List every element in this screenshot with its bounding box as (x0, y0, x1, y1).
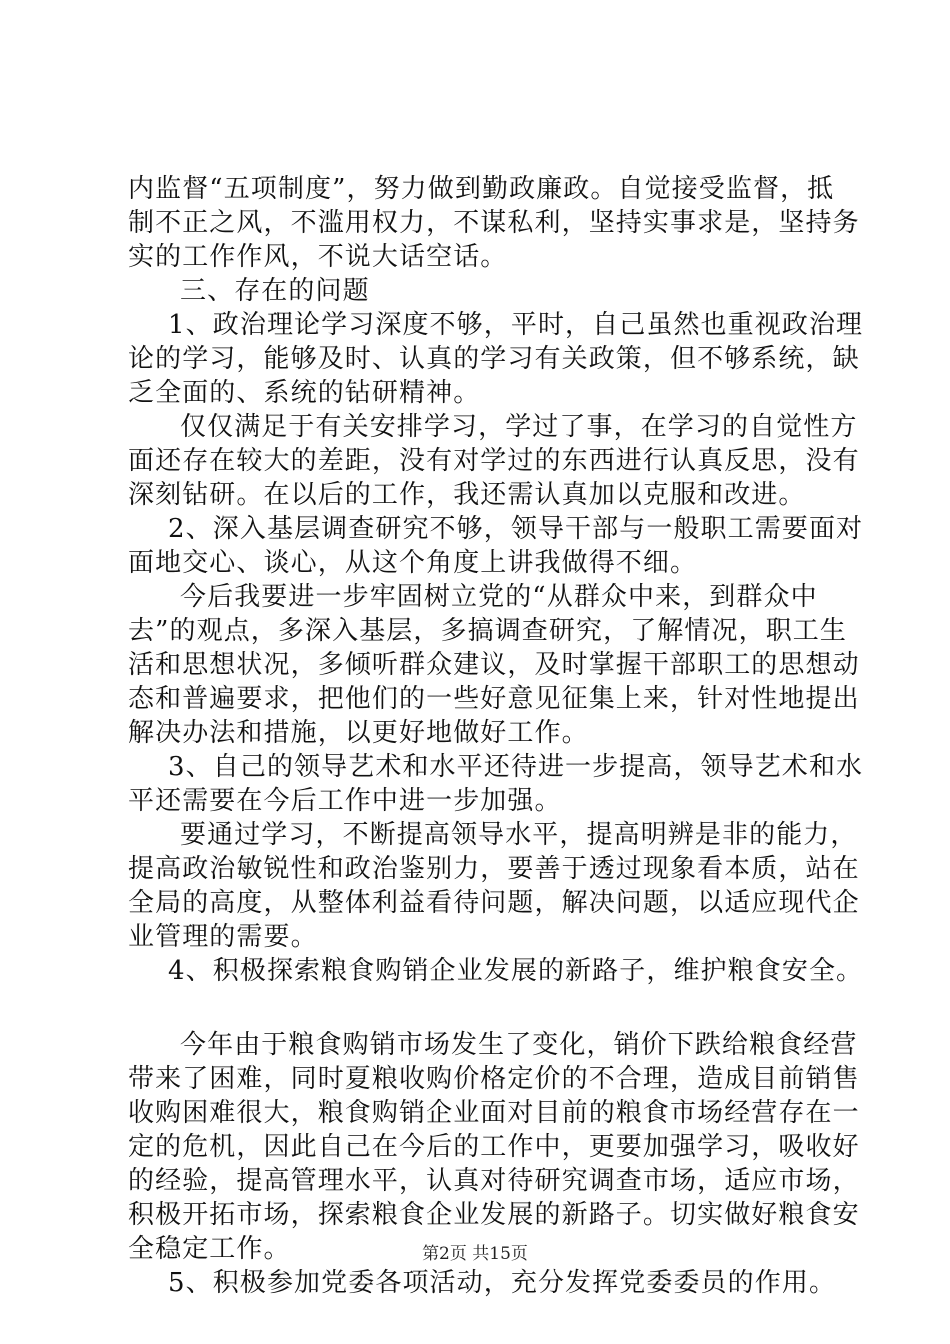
text-line: 全局的高度，从整体利益看待问题，解决问题，以适应现代企 (128, 888, 860, 918)
text-line: 4、积极探索粮食购销企业发展的新路子，维护粮食安全。 (168, 956, 864, 986)
text-line: 活和思想状况，多倾听群众建议，及时掌握干部职工的思想动 (128, 650, 860, 680)
text-line: 5、积极参加党委各项活动，充分发挥党委委员的作用。 (168, 1268, 837, 1298)
text-line: 今年由于粮食购销市场发生了变化，销价下跌给粮食经营 (180, 1030, 858, 1060)
text-line: 的经验，提高管理水平，认真对待研究调查市场，适应市场， (128, 1166, 860, 1196)
text-line: 积极开拓市场，探索粮食企业发展的新路子。切实做好粮食安 (128, 1200, 860, 1230)
text-line: 论的学习，能够及时、认真的学习有关政策，但不够系统，缺 (128, 344, 860, 374)
paragraph-gap (128, 988, 828, 1028)
text-line: 面地交心、谈心，从这个角度上讲我做得不细。 (128, 548, 698, 578)
section-heading: 三、存在的问题 (180, 276, 370, 306)
text-line: 要通过学习，不断提高领导水平，提高明辨是非的能力， (180, 820, 858, 850)
text-line: 定的危机，因此自己在今后的工作中，更要加强学习，吸收好 (128, 1132, 860, 1162)
page-number: 第2页 共15页 (422, 1244, 528, 1264)
text-line: 提高政治敏锐性和政治鉴别力，要善于透过现象看本质，站在 (128, 854, 860, 884)
text-line: 全稳定工作。 (128, 1234, 291, 1264)
text-line: 乏全面的、系统的钻研精神。 (128, 378, 481, 408)
text-line: 今后我要进一步牢固树立党的“从群众中来，到群众中 (180, 582, 818, 612)
text-line: 态和普遍要求，把他们的一些好意见征集上来，针对性地提出 (128, 684, 860, 714)
text-line: 2、深入基层调查研究不够，领导干部与一般职工需要面对 (168, 514, 864, 544)
text-line: 业管理的需要。 (128, 922, 318, 952)
document-body (128, 172, 864, 1300)
text-line: 收购困难很大，粮食购销企业面对目前的粮食市场经营存在一 (128, 1098, 860, 1128)
text-line: 平还需要在今后工作中进一步加强。 (128, 786, 562, 816)
text-line: 实的工作作风，不说大话空话。 (128, 242, 508, 272)
text-line: 去”的观点，多深入基层，多搞调查研究，了解情况，职工生 (128, 616, 847, 646)
text-line: 3、自己的领导艺术和水平还待进一步提高，领导艺术和水 (168, 752, 864, 782)
text-line: 仅仅满足于有关安排学习，学过了事，在学习的自觉性方 (180, 412, 858, 442)
text-line: 面还存在较大的差距，没有对学过的东西进行认真反思，没有 (128, 446, 860, 476)
text-line: 制不正之风，不滥用权力，不谋私利，坚持实事求是，坚持务 (128, 208, 860, 238)
text-line: 带来了困难，同时夏粮收购价格定价的不合理，造成目前销售 (128, 1064, 860, 1094)
text-line: 内监督“五项制度”，努力做到勤政廉政。自觉接受监督，抵 (128, 174, 835, 204)
text-line: 1、政治理论学习深度不够，平时，自己虽然也重视政治理 (168, 310, 864, 340)
text-line: 解决办法和措施，以更好地做好工作。 (128, 718, 589, 748)
text-line: 深刻钻研。在以后的工作，我还需认真加以克服和改进。 (128, 480, 806, 510)
